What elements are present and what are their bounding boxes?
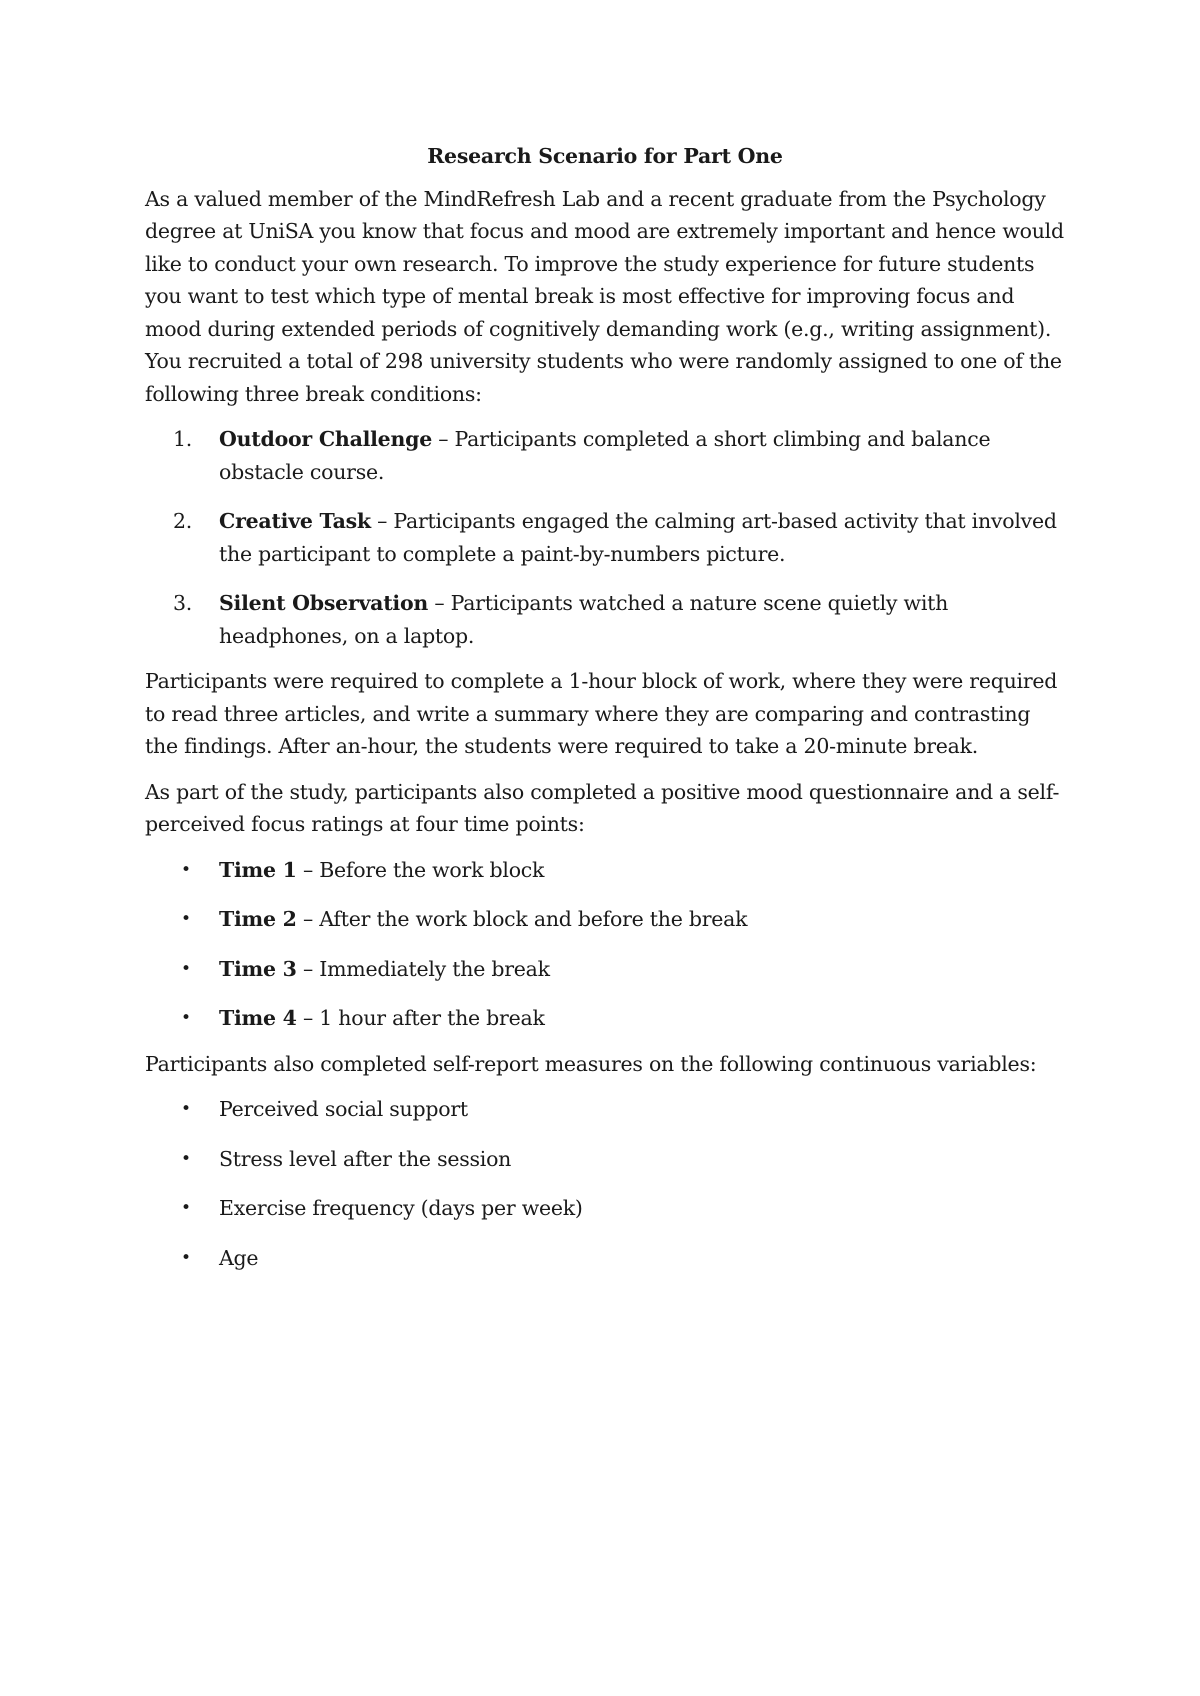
list-item-variable <box>145 1093 1065 1126</box>
condition-name: Outdoor Challenge <box>219 427 433 451</box>
variable-label: Stress level after the session <box>219 1146 512 1171</box>
bullet-icon: • <box>181 958 191 979</box>
mood-paragraph: As part of the study, participants also completed a positive mood questionnaire and a self-perceived focus ratings at four time points: <box>145 779 1060 836</box>
time-description: – Immediately the break <box>296 956 550 981</box>
list-item-time-3 <box>145 953 1065 986</box>
bullet-icon: • <box>181 1198 191 1218</box>
time-points-list <box>145 854 1065 1035</box>
time-label: Time 1 <box>219 857 297 882</box>
list-item-time-1 <box>145 854 1065 887</box>
list-item-time-2 <box>145 903 1065 936</box>
list-number: 3. <box>173 591 193 615</box>
document-page <box>145 140 1065 1287</box>
time-label: Time 4 <box>219 1006 297 1030</box>
intro-paragraph: As a valued member of the MindRefresh Lab and a recent graduate from the Psychology degree at UniSA you know that focus and mood are extremely important and hence would like to conduct your own research. To improve the study experience for future students you want to test which type of mental break is most effective for improving focus and mood during extended periods of cognitively demanding work (e.g., writing assignment). You recruited a total of 298 university students who were randomly assigned to one of the following three break conditions: <box>145 186 1064 406</box>
variable-label: Perceived social support <box>219 1097 468 1121</box>
list-item-variable <box>145 1143 1065 1176</box>
bullet-icon: • <box>181 1247 191 1268</box>
work-paragraph: Participants were required to complete a 1-hour block of work, where they were required to read three articles, and write a summary where they are comparing and contrasting the findings. After an-hour, the students were required to take a 20-minute break. <box>145 669 1058 758</box>
time-description: – After the work block and before the break <box>296 907 748 931</box>
time-label: Time 2 <box>219 907 297 931</box>
condition-name: Silent Observation <box>219 591 429 615</box>
bullet-icon: • <box>181 1008 191 1028</box>
bullet-icon: • <box>181 1148 191 1169</box>
list-item-condition-1 <box>145 423 1065 488</box>
list-item-time-4 <box>145 1002 1065 1035</box>
condition-description: – Participants engaged the calming art-based activity that involved the participant to complete a paint-by-numbers picture. <box>219 509 1057 566</box>
condition-name: Creative Task <box>219 509 371 533</box>
time-description: – 1 hour after the break <box>296 1006 545 1030</box>
variable-label: Exercise frequency (days per week) <box>219 1196 583 1220</box>
time-description: – Before the work block <box>296 857 545 882</box>
conditions-list <box>145 423 1065 652</box>
measures-paragraph: Participants also completed self-report measures on the following continuous variables: <box>145 1051 1037 1076</box>
list-item-variable <box>145 1192 1065 1225</box>
time-label: Time 3 <box>219 956 297 981</box>
list-item-condition-3 <box>145 587 1065 652</box>
variable-label: Age <box>219 1245 259 1270</box>
condition-description: – Participants watched a nature scene quietly with headphones, on a laptop. <box>219 591 949 648</box>
bullet-icon: • <box>181 1099 191 1119</box>
condition-description: – Participants completed a short climbing and balance obstacle course. <box>219 427 991 484</box>
variables-list <box>145 1093 1065 1274</box>
document-title: Research Scenario for Part One <box>427 144 783 168</box>
list-item-variable <box>145 1242 1065 1275</box>
list-item-condition-2 <box>145 505 1065 570</box>
bullet-icon: • <box>181 859 191 880</box>
list-number: 2. <box>173 509 193 533</box>
bullet-icon: • <box>181 909 191 929</box>
list-number: 1. <box>173 427 193 451</box>
